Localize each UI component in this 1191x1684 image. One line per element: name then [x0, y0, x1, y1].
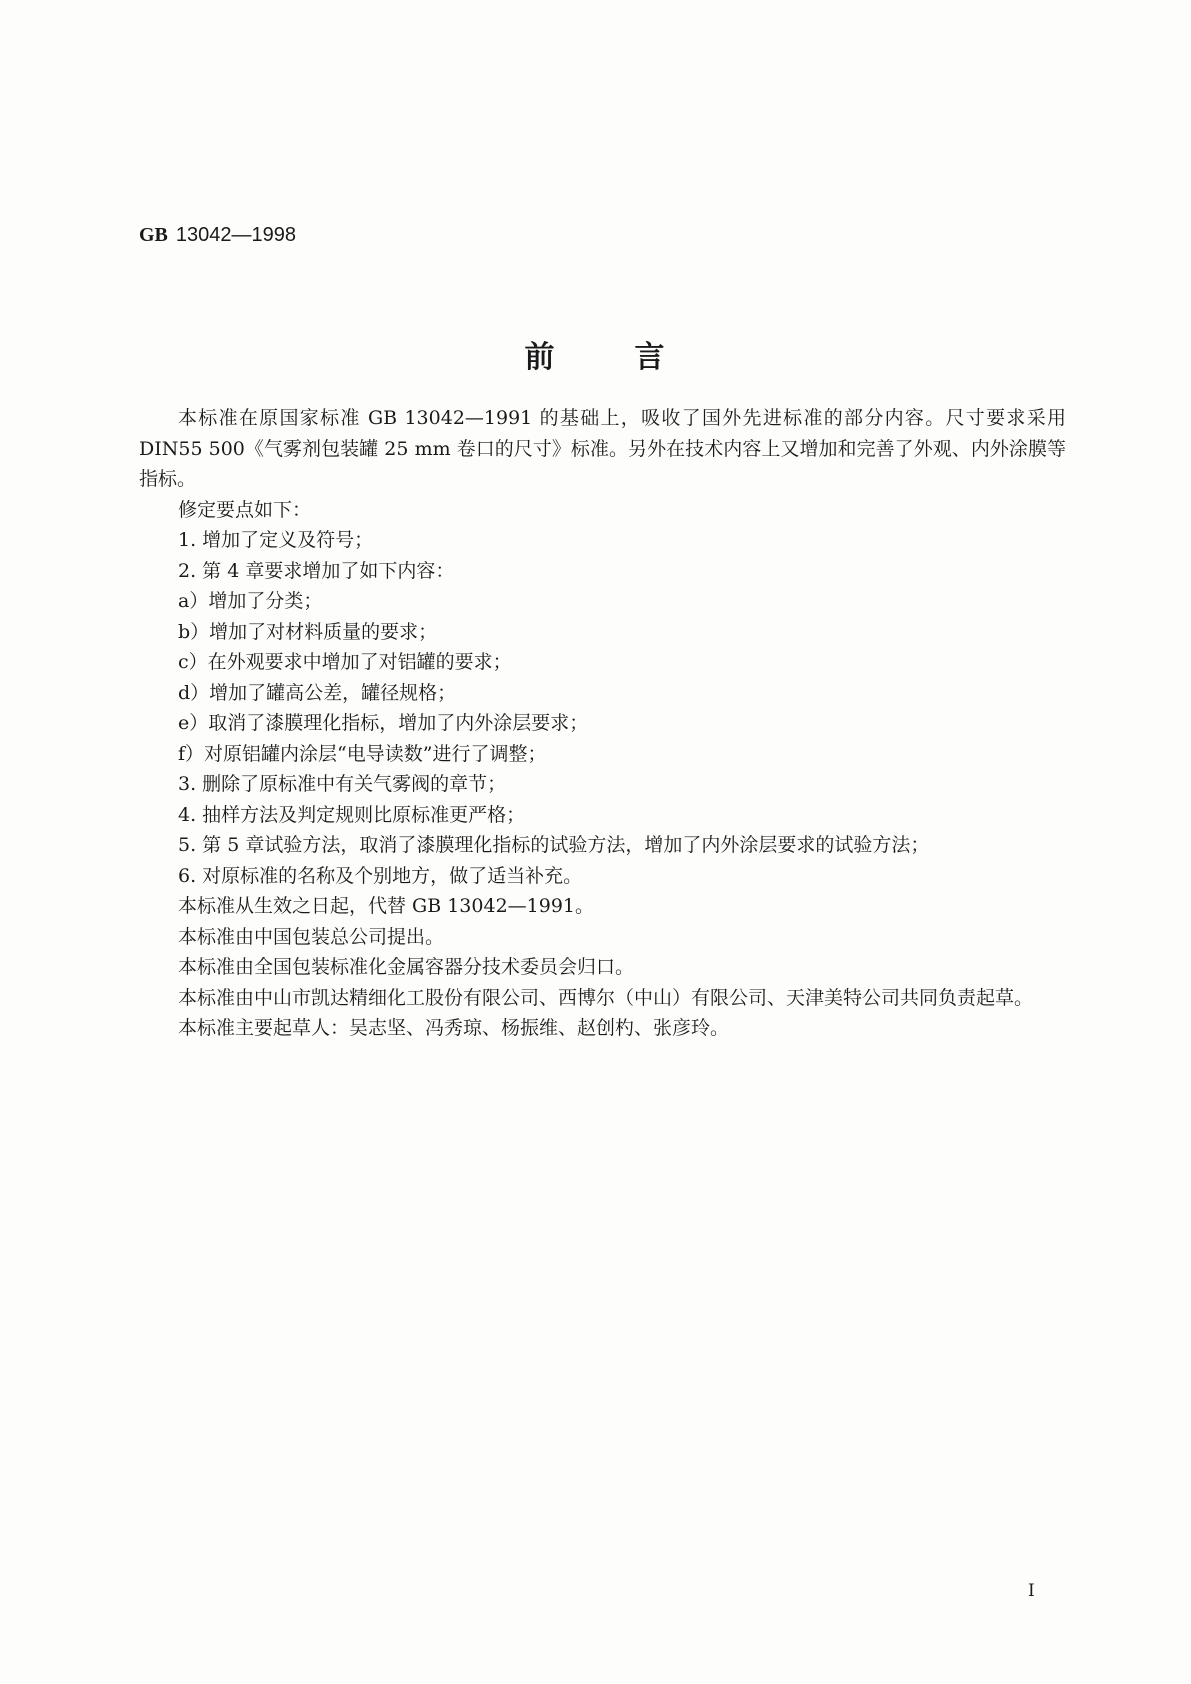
sub-list-item: c）在外观要求中增加了对铝罐的要求； — [178, 651, 512, 673]
list-item: 4. 抽样方法及判定规则比原标准更严格； — [178, 803, 526, 826]
list-item: 2. 第 4 章要求增加了如下内容： — [178, 559, 455, 582]
foreword-body — [139, 403, 1066, 1044]
page-title — [0, 338, 1191, 378]
title-char-2: 言 — [634, 340, 667, 375]
paragraph-proposed-by: 本标准由中国包装总公司提出。 — [178, 925, 445, 948]
paragraph-centralized-by: 本标准由全国包装标准化金属容器分技术委员会归口。 — [178, 956, 635, 978]
paragraph-replaces: 本标准从生效之日起，代替 GB 13042—1991。 — [178, 895, 595, 917]
list-item: 5. 第 5 章试验方法，取消了漆膜理化指标的试验方法，增加了内外涂层要求的试验方法； — [178, 834, 930, 856]
list-item: 1. 增加了定义及符号； — [178, 529, 374, 551]
paragraph-intro: 本标准在原国家标准 GB 13042—1991 的基础上，吸收了国外先进标准的部分内容。尺寸要求采用 DIN55 500《气雾剂包装罐 25 mm 卷口的尺寸》标准。另外在技术内容上又增加和完善了外观、内外涂膜等指标。 — [139, 407, 1066, 490]
list-item: 6. 对原标准的名称及个别地方，做了适当补充。 — [178, 864, 583, 887]
standard-number: 13042—1998 — [175, 224, 297, 246]
standard-number-header — [139, 222, 296, 248]
page-number: I — [1028, 1581, 1035, 1601]
paragraph-drafters: 本标准主要起草人：吴志坚、冯秀琼、杨振维、赵创杓、张彦玲。 — [178, 1017, 730, 1039]
sub-list-item: a）增加了分类； — [178, 590, 323, 612]
sub-list-item: e）取消了漆膜理化指标，增加了内外涂层要求； — [178, 712, 589, 734]
sub-list-item: d）增加了罐高公差，罐径规格； — [178, 681, 457, 704]
sub-list-item: b）增加了对材料质量的要求； — [178, 620, 438, 643]
list-item: 3. 删除了原标准中有关气雾阀的章节； — [178, 773, 507, 795]
sub-list-item: f）对原铝罐内涂层“电导读数”进行了调整； — [178, 742, 547, 765]
title-char-1: 前 — [524, 340, 557, 375]
paragraph-revision-heading: 修定要点如下： — [178, 498, 312, 521]
standard-prefix: GB — [139, 224, 168, 246]
paragraph-drafted-by: 本标准由中山市凯达精细化工股份有限公司、西博尔（中山）有限公司、天津美特公司共同负责起草。 — [178, 986, 1034, 1009]
